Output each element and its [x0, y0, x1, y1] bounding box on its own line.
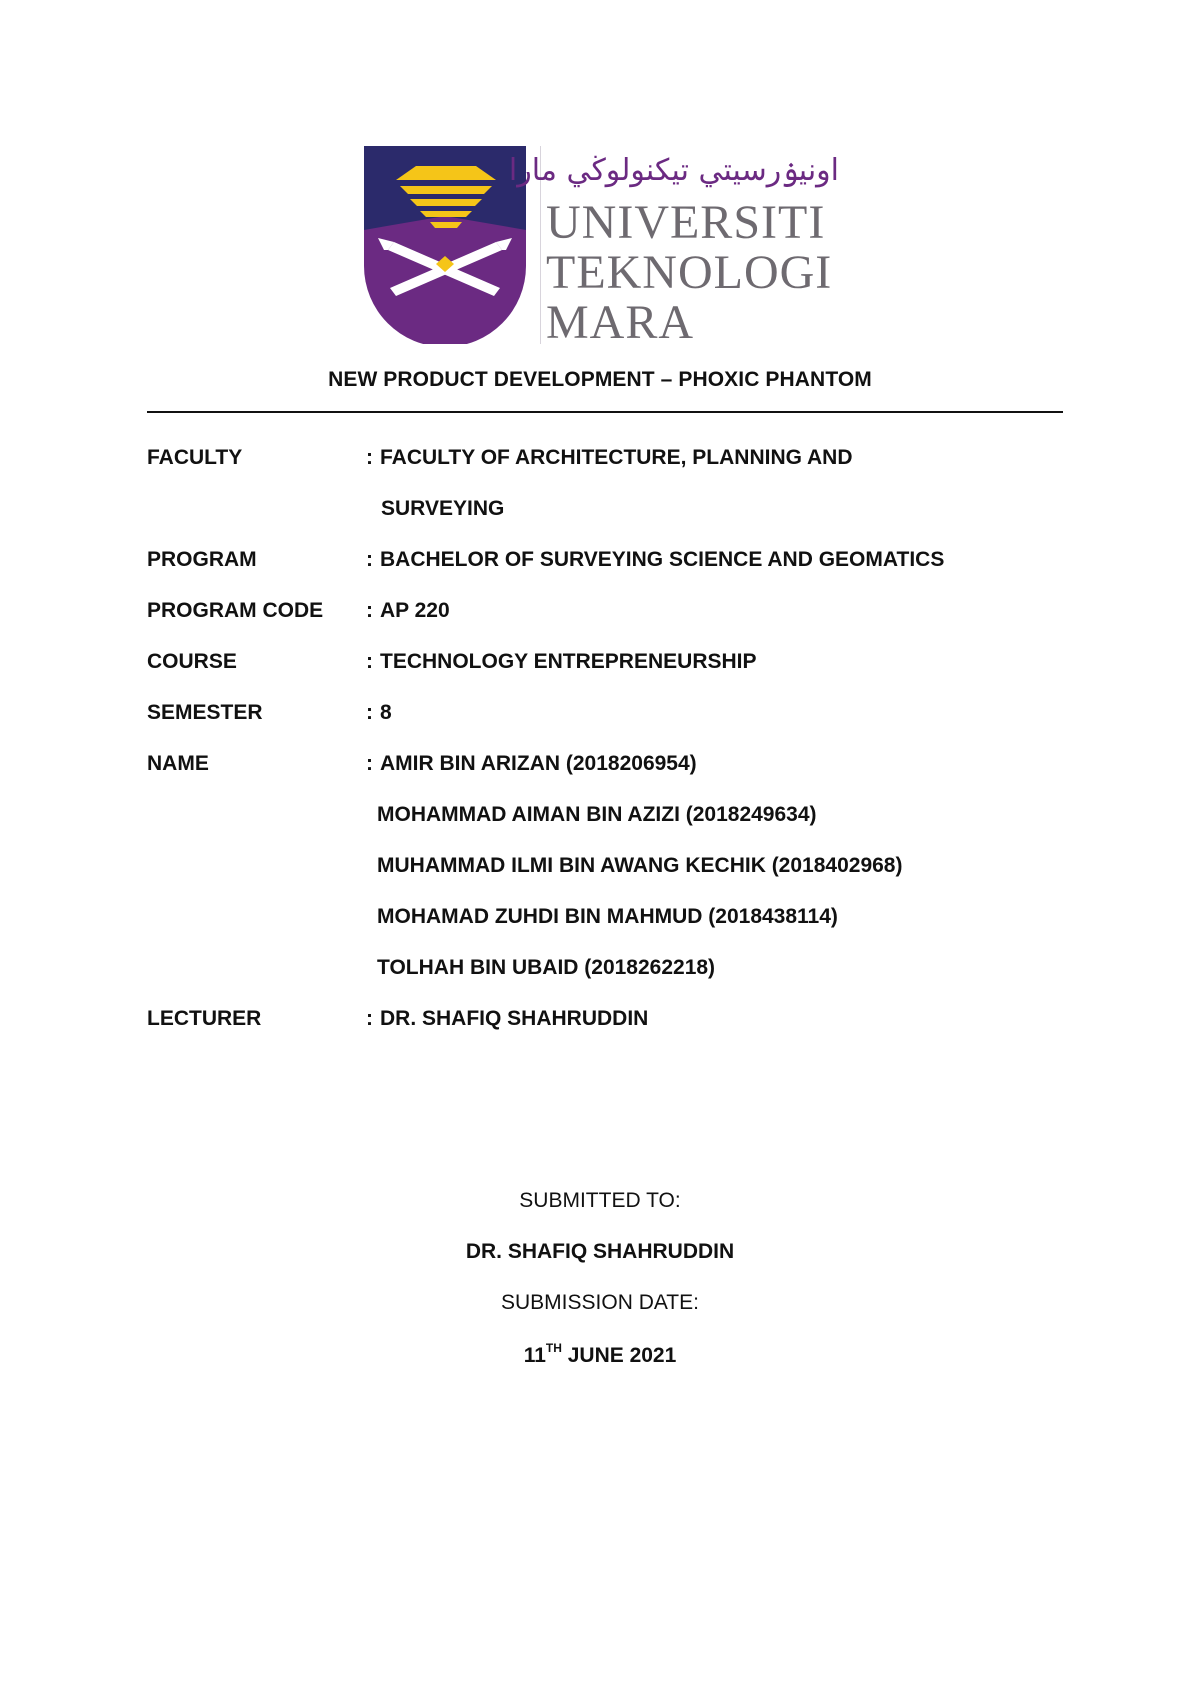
separator: :	[366, 446, 373, 469]
logo-line-universiti: UNIVERSITI	[546, 196, 826, 249]
submitted-to-name: DR. SHAFIQ SHAHRUDDIN	[465, 1240, 735, 1263]
member-name: AMIR BIN ARIZAN (2018206954)	[380, 752, 697, 775]
member-name: TOLHAH BIN UBAID (2018262218)	[377, 956, 716, 979]
member-name: MOHAMMAD AIMAN BIN AZIZI (2018249634)	[377, 803, 817, 826]
separator: :	[366, 599, 373, 622]
lecturer-label: LECTURER	[147, 1007, 262, 1030]
submission-date	[0, 1343, 1200, 1368]
document-title: NEW PRODUCT DEVELOPMENT – PHOXIC PHANTOM	[328, 368, 872, 391]
submitted-to-label: SUBMITTED TO:	[519, 1189, 681, 1212]
lecturer-value: DR. SHAFIQ SHAHRUDDIN	[380, 1007, 649, 1030]
semester-value: 8	[380, 701, 392, 724]
date-suffix: TH	[545, 1341, 562, 1355]
program-code-value: AP 220	[380, 599, 450, 622]
logo-arabic-text: اونيۏرسيتي تيكنولوڬي مارا	[508, 153, 839, 188]
course-label: COURSE	[147, 650, 237, 673]
semester-label: SEMESTER	[147, 701, 263, 724]
program-label: PROGRAM	[147, 548, 257, 571]
separator: :	[366, 701, 373, 724]
separator: :	[366, 1007, 373, 1030]
faculty-value-continued: SURVEYING	[381, 497, 505, 520]
logo-line-teknologi: TEKNOLOGI	[546, 246, 833, 299]
course-value: TECHNOLOGY ENTREPRENEURSHIP	[380, 650, 757, 673]
logo-line-mara: MARA	[546, 296, 695, 344]
title-divider	[147, 411, 1063, 413]
program-code-label: PROGRAM CODE	[147, 599, 324, 622]
member-name: MUHAMMAD ILMI BIN AWANG KECHIK (2018402968)	[377, 854, 903, 877]
date-month-year: JUNE 2021	[561, 1344, 677, 1367]
uitm-crest-icon	[364, 146, 848, 344]
separator: :	[366, 650, 373, 673]
faculty-value: FACULTY OF ARCHITECTURE, PLANNING AND	[380, 446, 853, 469]
separator: :	[366, 752, 373, 775]
submission-date-label: SUBMISSION DATE:	[501, 1291, 699, 1314]
program-value: BACHELOR OF SURVEYING SCIENCE AND GEOMATICS	[380, 548, 945, 571]
separator: :	[366, 548, 373, 571]
faculty-label: FACULTY	[147, 446, 243, 469]
uitm-logo	[364, 146, 848, 344]
name-label: NAME	[147, 752, 209, 775]
member-name: MOHAMAD ZUHDI BIN MAHMUD (2018438114)	[377, 905, 838, 928]
date-day: 11	[523, 1344, 546, 1367]
